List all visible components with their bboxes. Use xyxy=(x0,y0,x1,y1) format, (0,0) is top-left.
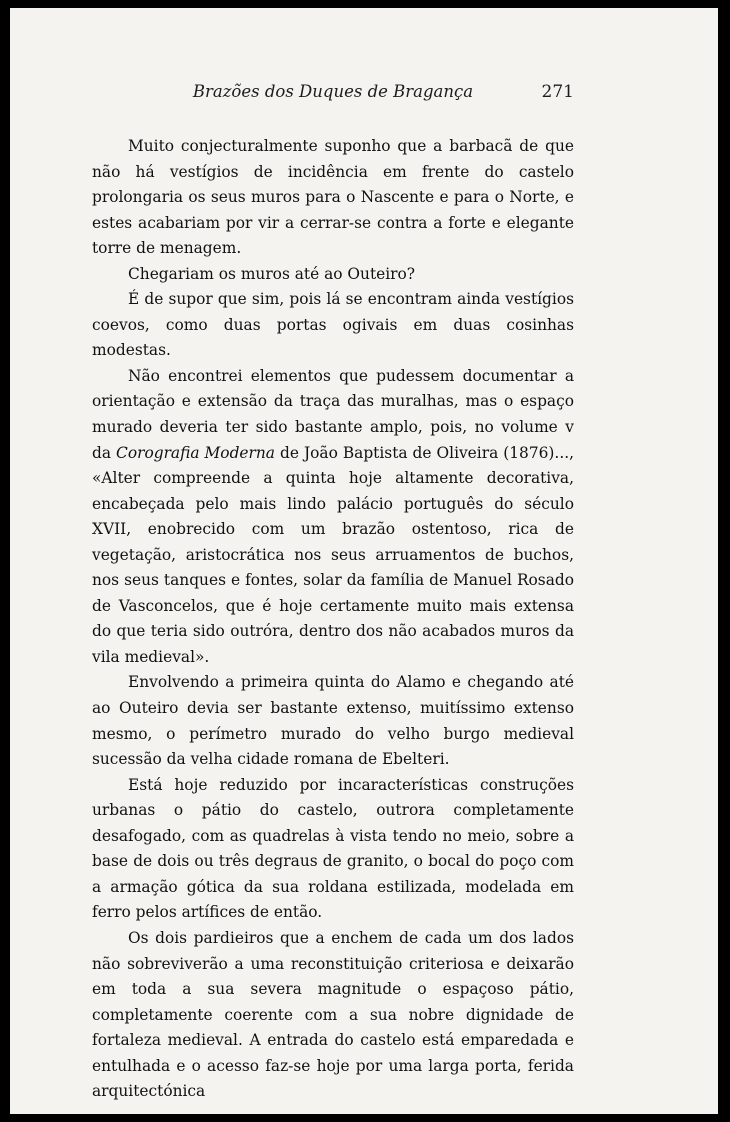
book-title-corografia-moderna: Corografia Moderna xyxy=(116,443,275,462)
paragraph-4-before-title: Não encontrei elementos que pudessem documentar a orientação e extensão da traça das muralhas, mas o espaço murado deveria ter sido bastante amplo, pois, no volume v da xyxy=(92,366,574,462)
page-header xyxy=(92,82,574,106)
body-text xyxy=(92,134,574,1105)
book-page xyxy=(10,8,718,1114)
paragraph-5: Envolvendo a primeira quinta do Alamo e chegando até ao Outeiro devia ser bastante extenso, muitíssimo extenso mesmo, o perímetro murado do velho burgo medieval sucessão da velha cidade romana de Ebelteri. xyxy=(92,673,574,769)
paragraph-4-after-title: de João Baptista de Oliveira (1876)..., «Alter compreende a quinta hoje altamente decorativa, encabeçada pelo mais lindo palácio português do século XVII, enobrecido com um brazão ostentoso, rica de vegetação, aristocrática nos seus arruamentos de buchos, nos seus tanques e fontes, solar da família de Manuel Rosado de Vasconcelos, que é hoje certamente muito mais extensa do que teria sido outróra, dentro dos não acabados muros da vila medieval». xyxy=(92,443,574,666)
paragraph-3: É de supor que sim, pois lá se encontram ainda vestígios coevos, como duas portas ogivais em duas cosinhas modestas. xyxy=(92,290,574,360)
page-number: 271 xyxy=(541,82,574,102)
paragraph-1: Muito conjecturalmente suponho que a barbacã de que não há vestígios de incidência em frente do castelo prolongaria os seus muros para o Nascente e para o Norte, e estes acabariam por vir a cerrar-se contra a forte e elegante torre de menagem. xyxy=(92,137,574,258)
paragraph-7: Os dois pardieiros que a enchem de cada um dos lados não sobreviverão a uma reconstituição criteriosa e deixarão em toda a sua severa magnitude o espaçoso pátio, completamente coerente com a sua nobre dignidade de fortaleza medieval. A entrada do castelo está emparedada e entulhada e o acesso faz-se hoje por uma larga porta, ferida arquitectónica xyxy=(92,928,574,1101)
paragraph-6: Está hoje reduzido por incaracterísticas construções urbanas o pátio do castelo, outrora completamente desafogado, com as quadrelas à vista tendo no meio, sobre a base de dois ou três degraus de granito, o bocal do poço com a armação gótica da sua roldana estilizada, modelada em ferro pelos artífices de então. xyxy=(92,775,574,922)
running-title: Brazões dos Duques de Bragança xyxy=(192,82,474,101)
paragraph-2: Chegariam os muros até ao Outeiro? xyxy=(128,264,416,283)
paragraph-4 xyxy=(92,364,574,671)
